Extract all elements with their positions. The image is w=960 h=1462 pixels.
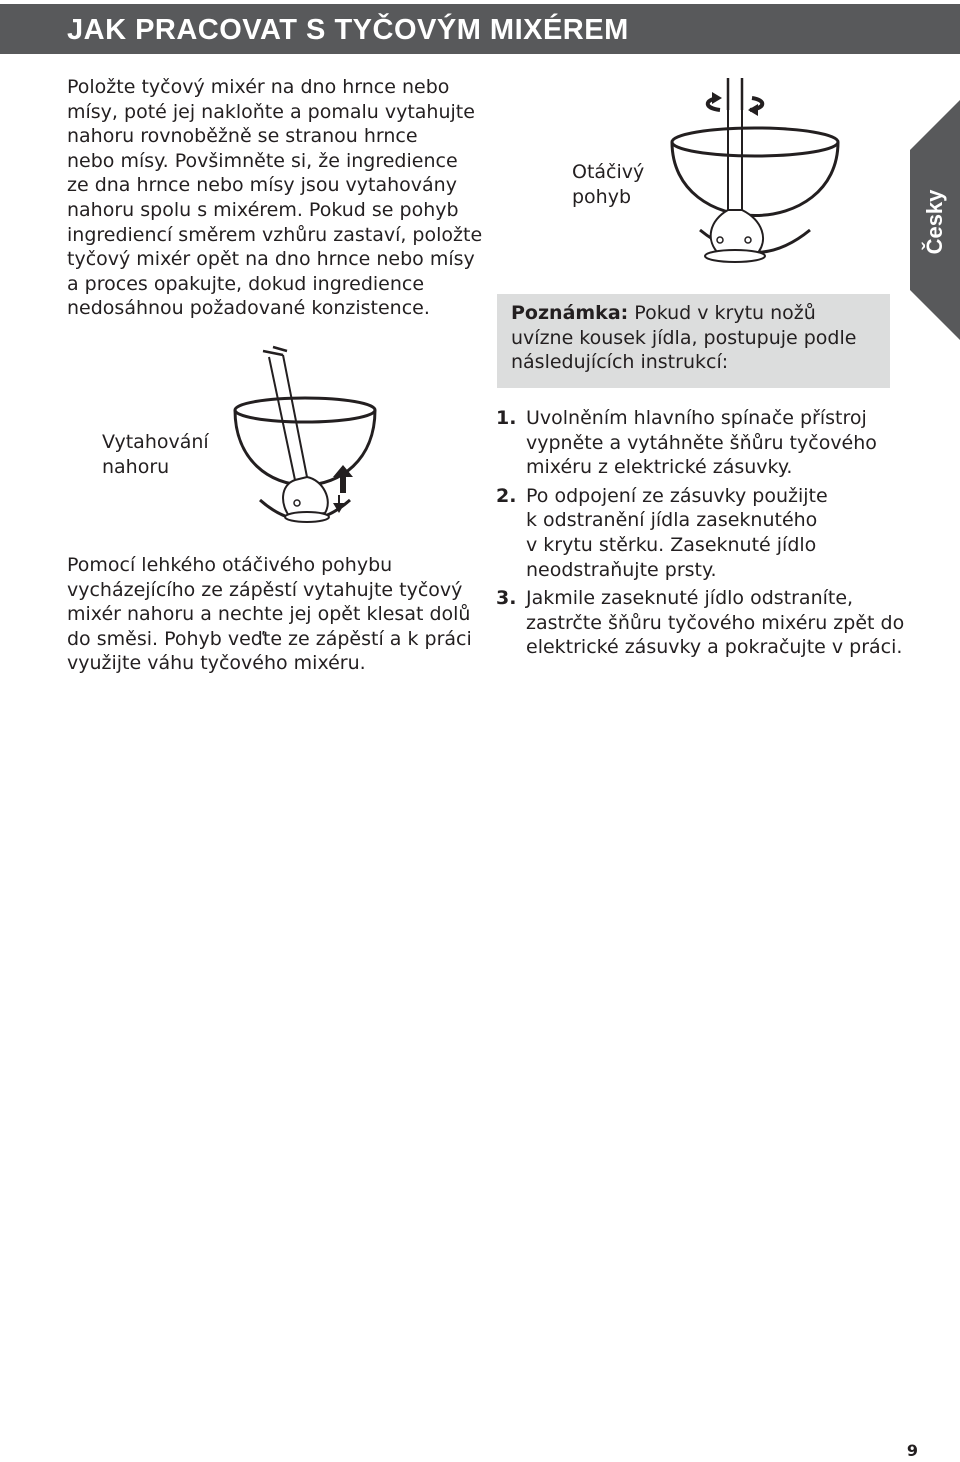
list-item	[496, 484, 906, 582]
note-text: Pokud v krytu nožů uvízne kousek jídla, postupuje podle následujících instrukcí:	[511, 302, 857, 374]
note-label: Poznámka:	[511, 302, 629, 324]
page-number: 9	[906, 1441, 918, 1460]
note-box	[497, 294, 890, 388]
bowl-rim	[235, 398, 375, 422]
language-tab	[910, 100, 960, 340]
list-item	[496, 406, 906, 480]
step-text: Uvolněním hlavního spínače přístroj vypněte a vytáhněte šňůru tyčového mixéru z elektrické zásuvky.	[526, 407, 877, 479]
blender-shaft	[728, 78, 742, 110]
step-text: Jakmile zaseknuté jídlo odstraníte, zastrčte šňůru tyčového mixéru zpět do elektrické zásuvky a pokračujte v práci.	[526, 587, 905, 659]
blender-shaft	[263, 347, 287, 355]
instruction-steps	[496, 406, 906, 664]
lifting-motion-illustration	[225, 345, 385, 540]
page-title: JAK PRACOVAT S TYČOVÝM MIXÉREM	[67, 14, 629, 46]
step-number: 1.	[496, 407, 517, 429]
language-tab-label: Česky	[922, 189, 947, 255]
step-number: 3.	[496, 587, 517, 610]
blender-stick	[269, 355, 307, 480]
step-text: Po odpojení ze zásuvky použijte k odstranění jídla zaseknutého v krytu stěrku. Zaseknuté jídlo neodstraňujte prsty.	[526, 484, 828, 581]
second-paragraph: Pomocí lehkého otáčivého pohybu vycházejícího ze zápěstí vytahujte tyčový mixér nahoru a nechte jej opět klesat dolů do směsi. Pohyb veďte ze zápěstí a k práci využijte váhu tyčového mixéru.	[67, 554, 472, 675]
figure-lift-label: Vytahování nahoru	[102, 431, 209, 478]
figure-rotate-label: Otáčivý pohyb	[572, 161, 645, 208]
intro-paragraph: Položte tyčový mixér na dno hrnce nebo mísy, poté jej nakloňte a pomalu vytahujte nahoru rovnoběžně se stranou hrnce nebo mísy. Povšimněte si, že ingredience ze dna hrnce nebo mísy jsou vytahovány nahoru spolu s mixérem. Pokud se pohyb ingrediencí směrem vzhůru zastaví, položte tyčový mixér opět na dno hrnce nebo mísy a proces opakujte, dokud ingredience nedosáhnou požadované konzistence.	[67, 76, 483, 320]
blender-stick	[728, 110, 742, 210]
list-item	[496, 586, 906, 660]
page-header-bar	[0, 4, 960, 54]
bowl-rim	[672, 128, 838, 156]
step-number: 2.	[496, 484, 517, 507]
rotating-motion-illustration	[660, 70, 850, 270]
